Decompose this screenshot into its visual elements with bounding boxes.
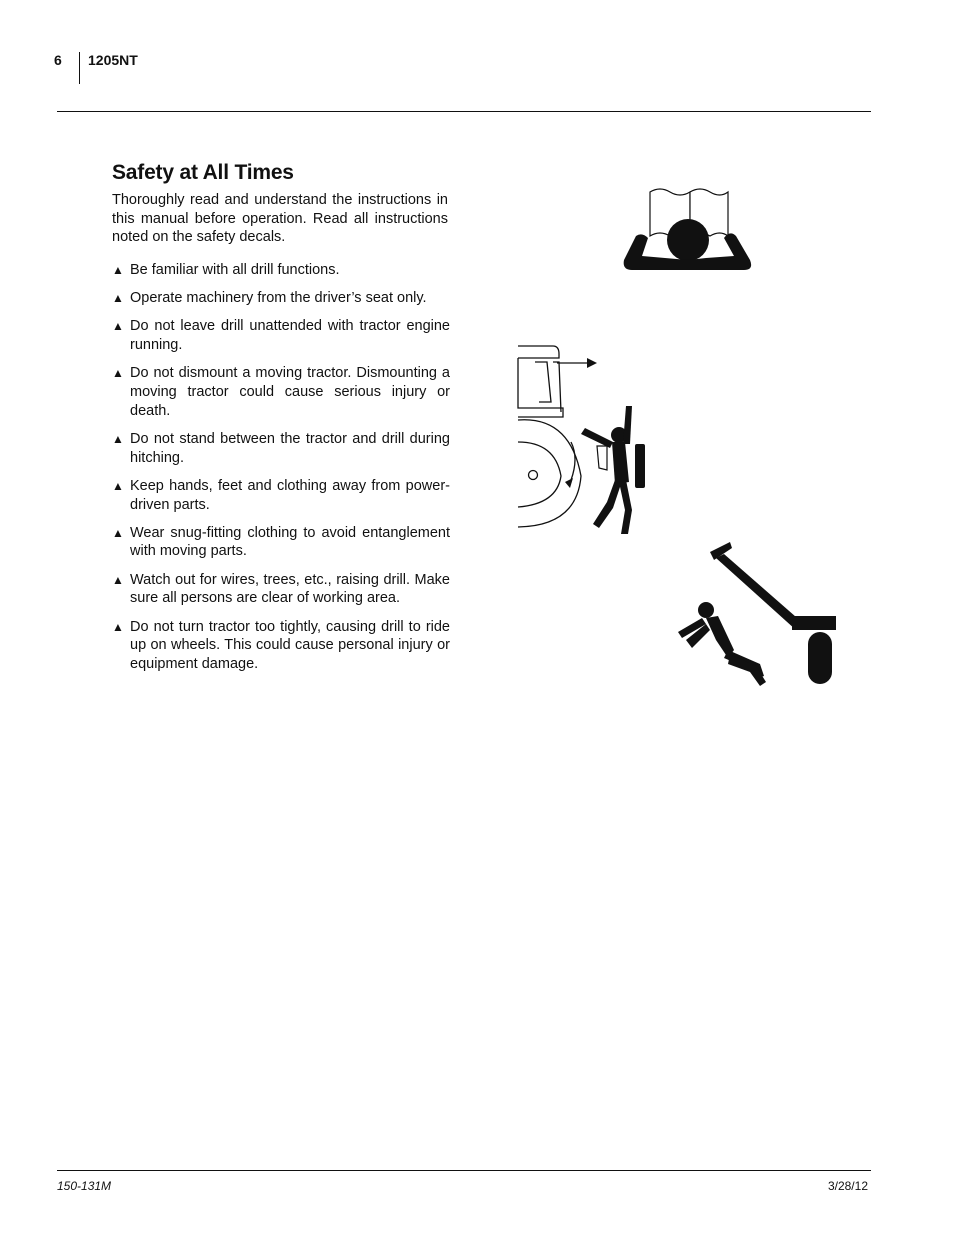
- triangle-bullet-icon: ▲: [112, 291, 124, 306]
- document-number: 150-131M: [57, 1179, 112, 1193]
- bullet-text: Keep hands, feet and clothing away from power-driven parts.: [130, 477, 450, 513]
- bullet-item: [112, 571, 450, 608]
- bullet-text: Watch out for wires, trees, etc., raising drill. Make sure all persons are clear of working area.: [130, 571, 450, 607]
- bullet-item: [112, 477, 450, 514]
- bullet-item: [112, 524, 450, 561]
- person-reading-manual-icon: [622, 184, 754, 276]
- bullet-text: Do not stand between the tractor and drill during hitching.: [130, 430, 450, 466]
- header-rule: [57, 111, 871, 112]
- page-number: 6: [54, 52, 62, 68]
- bullet-item: [112, 618, 450, 674]
- bullet-item: [112, 289, 450, 308]
- section-title: Safety at All Times: [112, 161, 294, 184]
- bullet-text: Do not turn tractor too tightly, causing drill to ride up on wheels. This could cause personal injury or equipment damage.: [130, 618, 450, 672]
- bullet-text: Be familiar with all drill functions.: [130, 262, 340, 278]
- bullet-text: Do not dismount a moving tractor. Dismounting a moving tractor could cause serious injury or death.: [130, 365, 450, 419]
- triangle-bullet-icon: ▲: [112, 263, 124, 277]
- triangle-bullet-icon: ▲: [112, 366, 124, 381]
- bullet-text: Do not leave drill unattended with tractor engine running.: [130, 318, 450, 354]
- marker-arm-strike-hazard-icon: [672, 540, 838, 686]
- bullet-item: [112, 430, 450, 467]
- bullet-text: Wear snug-fitting clothing to avoid entanglement with moving parts.: [130, 524, 450, 560]
- bullet-item: [112, 317, 450, 354]
- triangle-bullet-icon: ▲: [112, 478, 124, 493]
- footer-rule: [57, 1170, 871, 1171]
- triangle-bullet-icon: ▲: [112, 431, 124, 446]
- tractor-dismount-hazard-icon: [515, 342, 665, 537]
- triangle-bullet-icon: ▲: [112, 319, 124, 334]
- model-name: 1205NT: [88, 52, 138, 68]
- triangle-bullet-icon: ▲: [112, 619, 124, 634]
- safety-bullet-list: [112, 261, 450, 683]
- bullet-item: [112, 261, 450, 280]
- triangle-bullet-icon: ▲: [112, 525, 124, 540]
- bullet-item: [112, 364, 450, 420]
- triangle-bullet-icon: ▲: [112, 572, 124, 587]
- header-divider: [79, 52, 80, 84]
- bullet-text: Operate machinery from the driver’s seat only.: [130, 290, 427, 307]
- intro-paragraph: Thoroughly read and understand the instructions in this manual before operation. Read all instructions noted on the safety decals.: [112, 192, 448, 246]
- revision-date: 3/28/12: [827, 1179, 868, 1193]
